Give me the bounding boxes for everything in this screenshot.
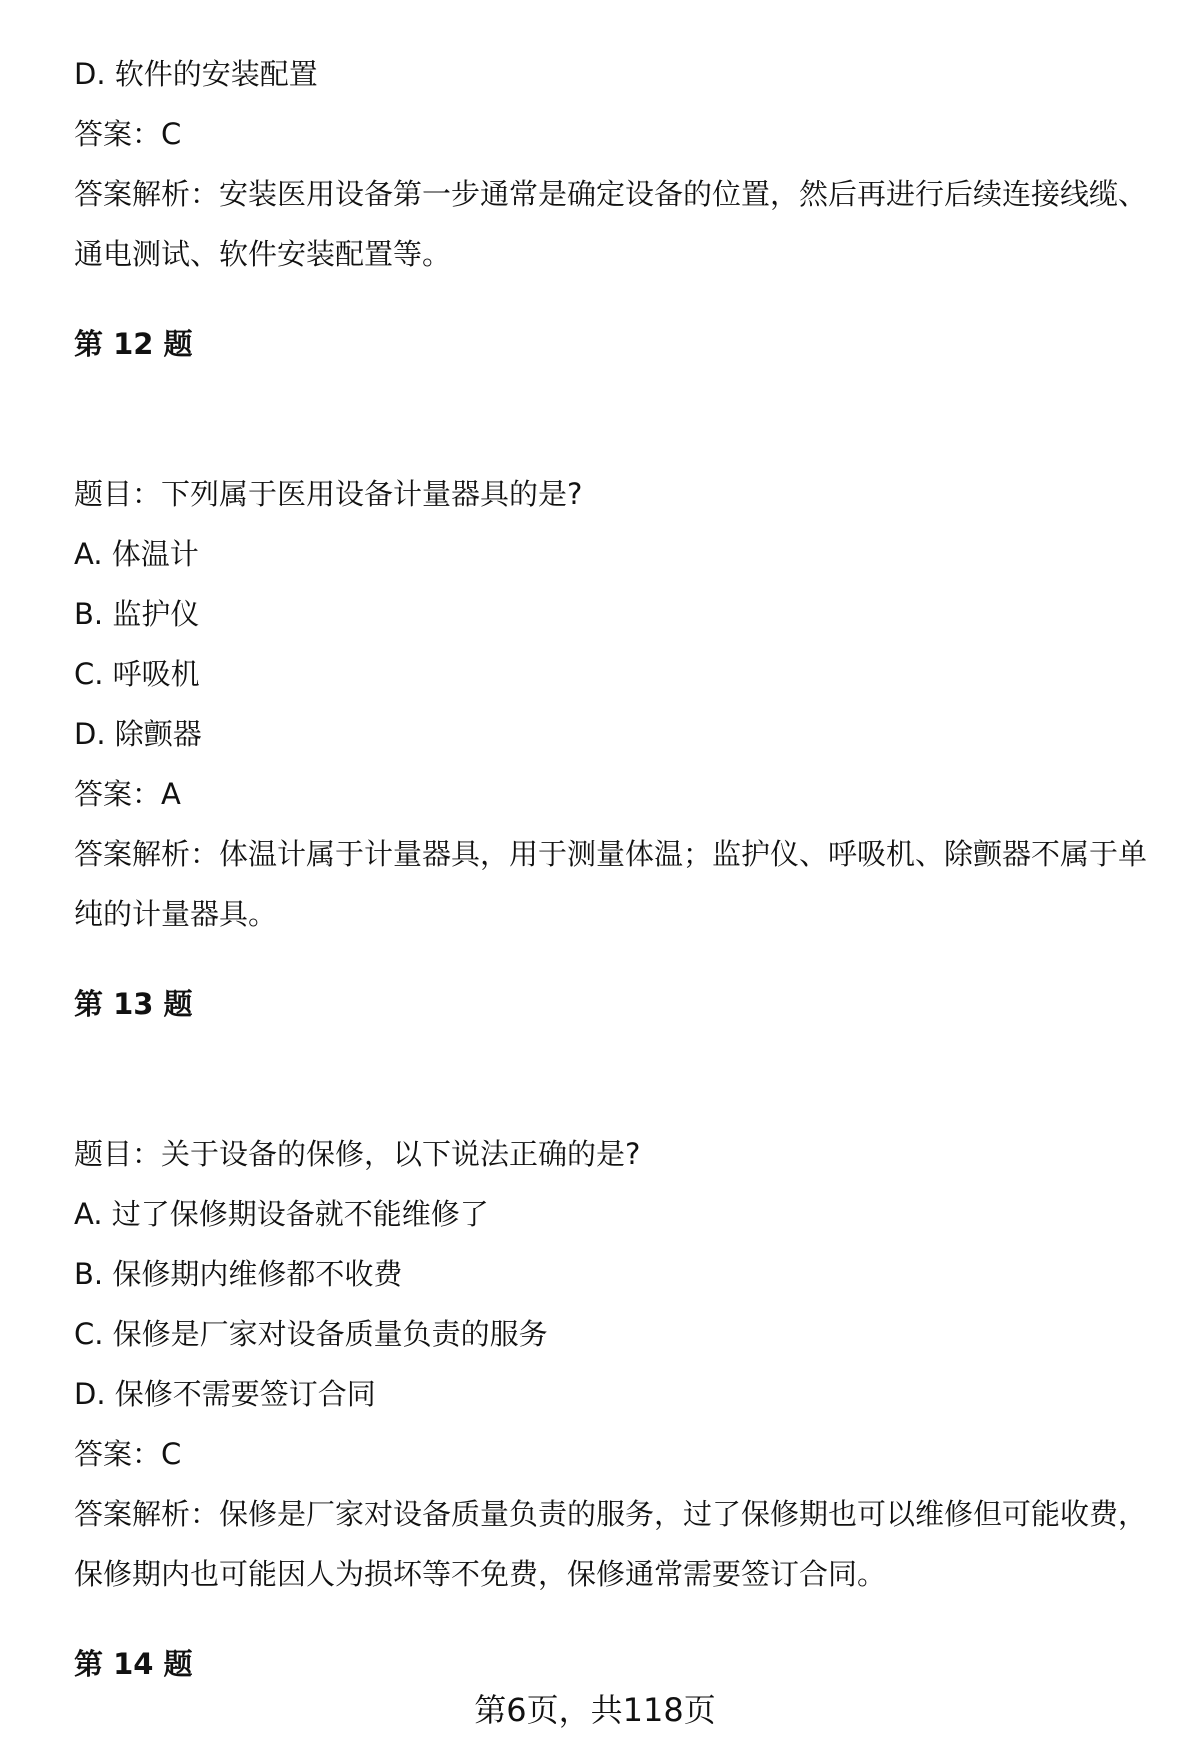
q11-answer: 答案：C (74, 117, 182, 151)
q11-analysis: 答案解析：安装医用设备第一步通常是确定设备的位置，然后再进行后续连接线缆、通电测试、软件安装配置等。 (74, 177, 1148, 271)
q12-analysis: 答案解析：体温计属于计量器具，用于测量体温；监护仪、呼吸机、除颤器不属于单纯的计量器具。 (74, 837, 1148, 931)
q13-heading: 第 13 题 (74, 987, 193, 1021)
q13-option-a: A. 过了保修期设备就不能维修了 (74, 1197, 489, 1231)
q13-option-b: B. 保修期内维修都不收费 (74, 1257, 403, 1291)
q12-option-c: C. 呼吸机 (74, 657, 200, 691)
q12-heading: 第 12 题 (74, 327, 193, 361)
q14-heading: 第 14 题 (74, 1647, 193, 1681)
q12-question: 题目：下列属于医用设备计量器具的是? (74, 477, 583, 511)
page-content (74, 44, 1154, 1694)
q12-option-a: A. 体温计 (74, 537, 199, 571)
q13-option-d: D. 保修不需要签订合同 (74, 1377, 376, 1411)
spacer (74, 1034, 1154, 1124)
q12-answer: 答案：A (74, 777, 181, 811)
q12-option-b: B. 监护仪 (74, 597, 200, 631)
q11-option-d: D. 软件的安装配置 (74, 57, 318, 91)
page-number: 第6页，共118页 (474, 1691, 716, 1729)
q13-analysis: 答案解析：保修是厂家对设备质量负责的服务，过了保修期也可以维修但可能收费，保修期内也可能因人为损坏等不免费，保修通常需要签订合同。 (74, 1497, 1148, 1591)
spacer (74, 374, 1154, 464)
q12-option-d: D. 除颤器 (74, 717, 202, 751)
q13-question: 题目：关于设备的保修，以下说法正确的是? (74, 1137, 641, 1171)
q13-option-c: C. 保修是厂家对设备质量负责的服务 (74, 1317, 548, 1351)
q13-answer: 答案：C (74, 1437, 182, 1471)
